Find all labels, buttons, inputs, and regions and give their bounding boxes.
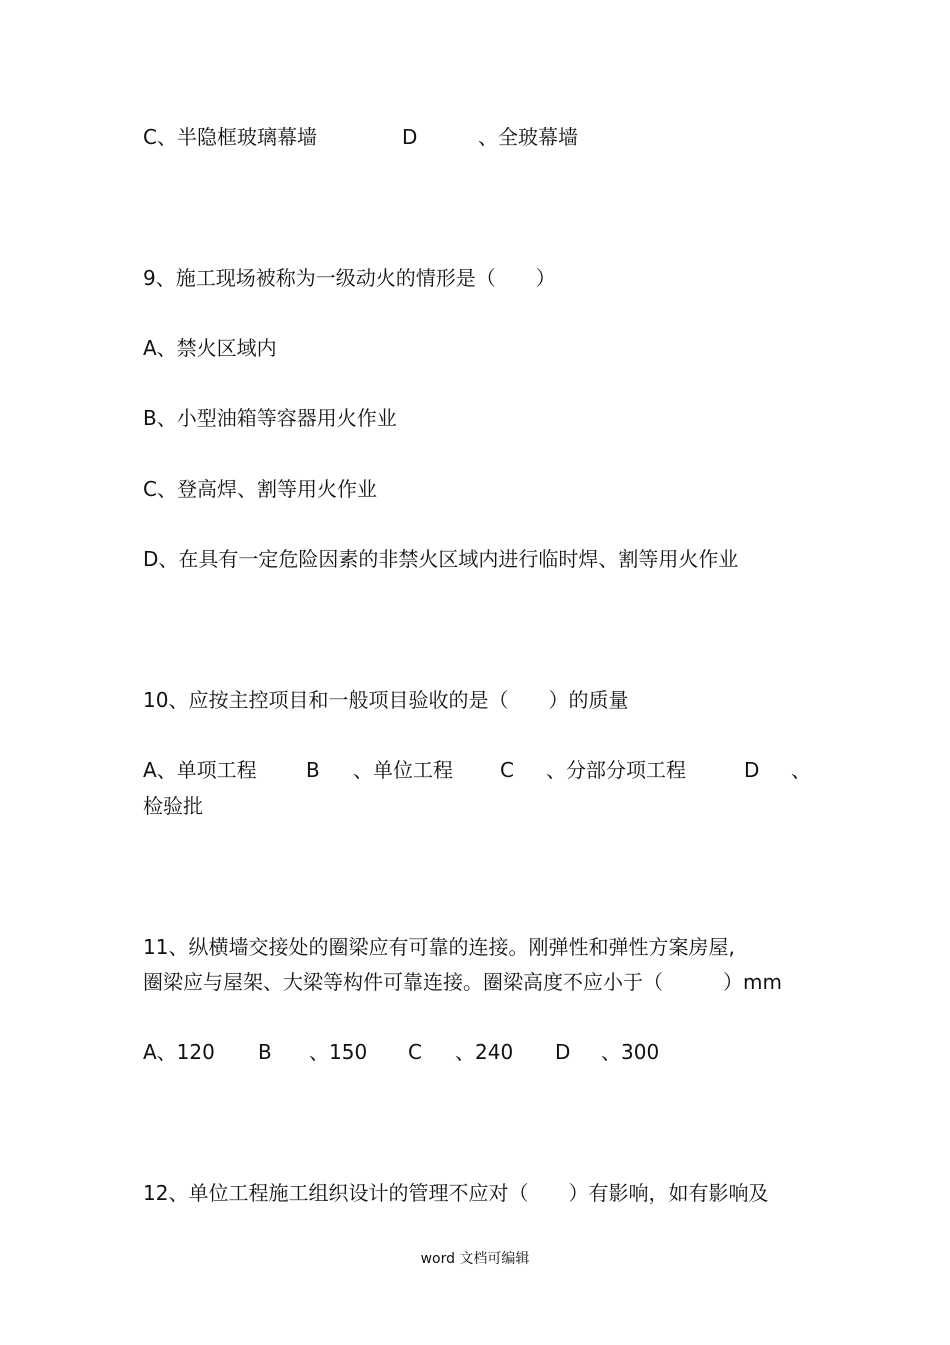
question-11-options bbox=[143, 1040, 823, 1064]
question-9-option-d: D、在具有一定危险因素的非禁火区域内进行临时焊、割等用火作业 bbox=[143, 547, 739, 571]
option-d-text: 、全玻幕墙 bbox=[478, 125, 578, 149]
question-11-stem-line-2: 圈梁应与屋架、大梁等构件可靠连接。圈梁高度不应小于（ ）mm bbox=[143, 970, 782, 994]
question-11-stem-line-1: 11、纵横墙交接处的圈梁应有可靠的连接。刚弹性和弹性方案房屋, bbox=[143, 935, 735, 959]
option-d-letter: D bbox=[744, 758, 760, 782]
question-10-stem: 10、应按主控项目和一般项目验收的是（ ）的质量 bbox=[143, 688, 629, 712]
option-c: C、半隐框玻璃幕墙 bbox=[143, 125, 317, 149]
question-9-stem: 9、施工现场被称为一级动火的情形是（ ） bbox=[143, 266, 556, 290]
option-b-text: 、150 bbox=[309, 1040, 368, 1064]
option-c-letter: C bbox=[500, 758, 514, 782]
question-9-option-c: C、登高焊、割等用火作业 bbox=[143, 477, 377, 501]
question-10-options bbox=[143, 758, 823, 782]
option-a: A、120 bbox=[143, 1040, 215, 1064]
option-d-separator: 、 bbox=[791, 758, 811, 782]
question-12-stem: 12、单位工程施工组织设计的管理不应对（ ）有影响，如有影响及 bbox=[143, 1181, 769, 1205]
option-b-letter: B bbox=[258, 1040, 272, 1064]
option-b-text: 、单位工程 bbox=[353, 758, 453, 782]
option-d-letter: D bbox=[555, 1040, 571, 1064]
option-c-text: 、240 bbox=[455, 1040, 514, 1064]
option-d-text: 、300 bbox=[601, 1040, 660, 1064]
option-c-letter: C bbox=[408, 1040, 422, 1064]
question-9-option-a: A、禁火区域内 bbox=[143, 336, 277, 360]
page-footer: word 文档可编辑 bbox=[420, 1251, 530, 1267]
question-10-option-d-text: 检验批 bbox=[143, 794, 203, 818]
option-b-letter: B bbox=[306, 758, 320, 782]
question-9-option-b: B、小型油箱等容器用火作业 bbox=[143, 406, 397, 430]
q8-options-cd bbox=[143, 125, 823, 149]
option-a: A、单项工程 bbox=[143, 758, 257, 782]
option-c-text: 、分部分项工程 bbox=[546, 758, 686, 782]
option-d-letter: D bbox=[402, 125, 418, 149]
